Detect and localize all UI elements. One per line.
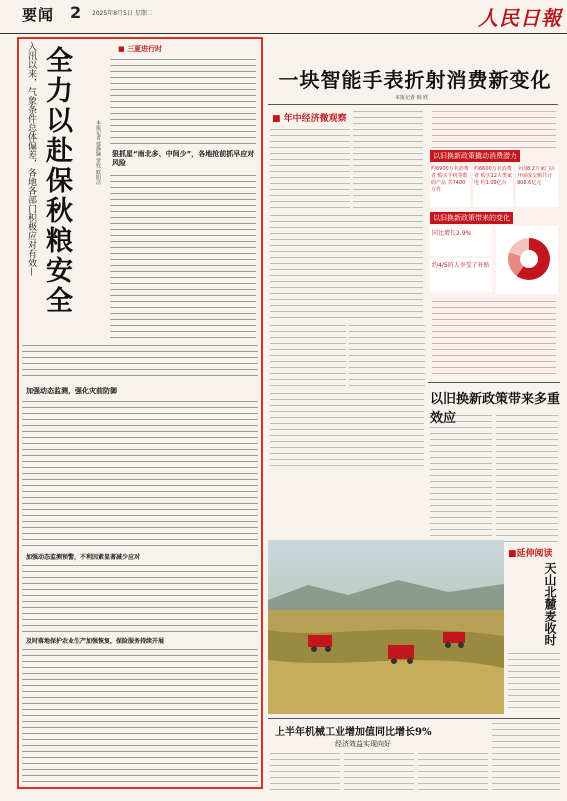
bottom-body (418, 750, 488, 792)
main-body-text (349, 322, 425, 388)
red-square-icon: ■ (272, 114, 281, 124)
article-byline: 本报记者 郁静娴 常钦 欧阳洁 (95, 120, 101, 185)
article-body-text (22, 342, 258, 380)
main-headline: 一块智能手表折射消费新变化 (278, 68, 552, 92)
divider (268, 104, 558, 105)
main-body-text (270, 390, 424, 470)
main-body-text (353, 108, 423, 212)
bottom-body (492, 720, 560, 792)
main-body-text (270, 322, 346, 388)
bottom-headline: 上半年机械工业增加值同比增长9% (275, 727, 432, 738)
article-subhead-3: 加强动态监测预警，不利因素显著减少应对 (26, 554, 141, 561)
section-name: 要闻 (22, 6, 55, 24)
newspaper-masthead: 人民日報 (478, 6, 562, 30)
issue-date: 2025年8月5日 星期二 (92, 10, 153, 17)
red-square-icon: ■ (508, 549, 517, 559)
stat-card-2: 约6600万名消费者 购买12大类家电 约1.09亿台 (473, 165, 513, 207)
stat-card-1: 约6900万名消费者 购买手机等数码产品 共7400万件 (430, 165, 470, 207)
sub-article-headline: 以旧换新政策带来多重效应 (430, 392, 561, 426)
article-subhead-2: 加强动态监测，强化灾前防御 (26, 387, 117, 395)
divider (428, 382, 560, 383)
article-body-text (110, 172, 256, 340)
page-number: 2 (70, 3, 82, 22)
main-body-text (270, 126, 350, 212)
page-header (0, 0, 567, 34)
main-byline: 本报记者 韩 欣 (395, 95, 429, 101)
harvest-photo (268, 540, 504, 714)
main-body-text (270, 212, 423, 322)
column-tag: ■ 年中经济微观察 (272, 114, 347, 124)
sub-article-body (496, 412, 558, 542)
feature-tag: ■延伸阅读 (508, 549, 553, 559)
bottom-body (344, 750, 414, 792)
article-kicker: 入汛以来，气象条件总体偏差，各地各部门积极应对有效— (26, 42, 36, 276)
sub-article-body (430, 412, 492, 542)
stat-card-3: 全国8.2万家门店 开展成交额共计906.6亿元 (516, 165, 558, 207)
article-first-subhead: ■ 三夏进行时 (118, 45, 163, 53)
red-square-icon: ■ (118, 45, 125, 53)
feature-headline: 天山北麓麦收时 (543, 562, 557, 646)
bottom-subheadline: 经济效益实现向好 (335, 740, 391, 748)
article-subhead-4: 及时落地保护农业生产加强恢复，保险服务持续开展 (26, 638, 165, 645)
article-body-text (22, 562, 258, 632)
divider (268, 718, 560, 719)
bottom-body (270, 750, 340, 792)
sidebar-body-text (432, 298, 556, 374)
article-body-text (22, 646, 258, 786)
article-headline: 全力以赴保秋粮安全 (41, 46, 72, 316)
sidebar-body-text (432, 108, 556, 148)
stat-card-4: 同比增长2.9% (430, 226, 492, 256)
feature-body (508, 650, 560, 710)
article-subhead-1: 狠抓星“南北多、中间少”，各地抢前抓早应对风险 (112, 150, 255, 167)
stat-card-5: 约4/5的人享受了补贴 (430, 258, 492, 292)
donut-chart-graphic (496, 226, 558, 294)
article-body-text (110, 56, 256, 146)
article-body-text (22, 398, 258, 548)
donut-hole (520, 250, 538, 268)
sidebar-title-1: 以旧换新政策撬动消费潜力 (430, 150, 520, 162)
sidebar-title-2: 以旧换新政策带来的变化 (430, 212, 513, 224)
